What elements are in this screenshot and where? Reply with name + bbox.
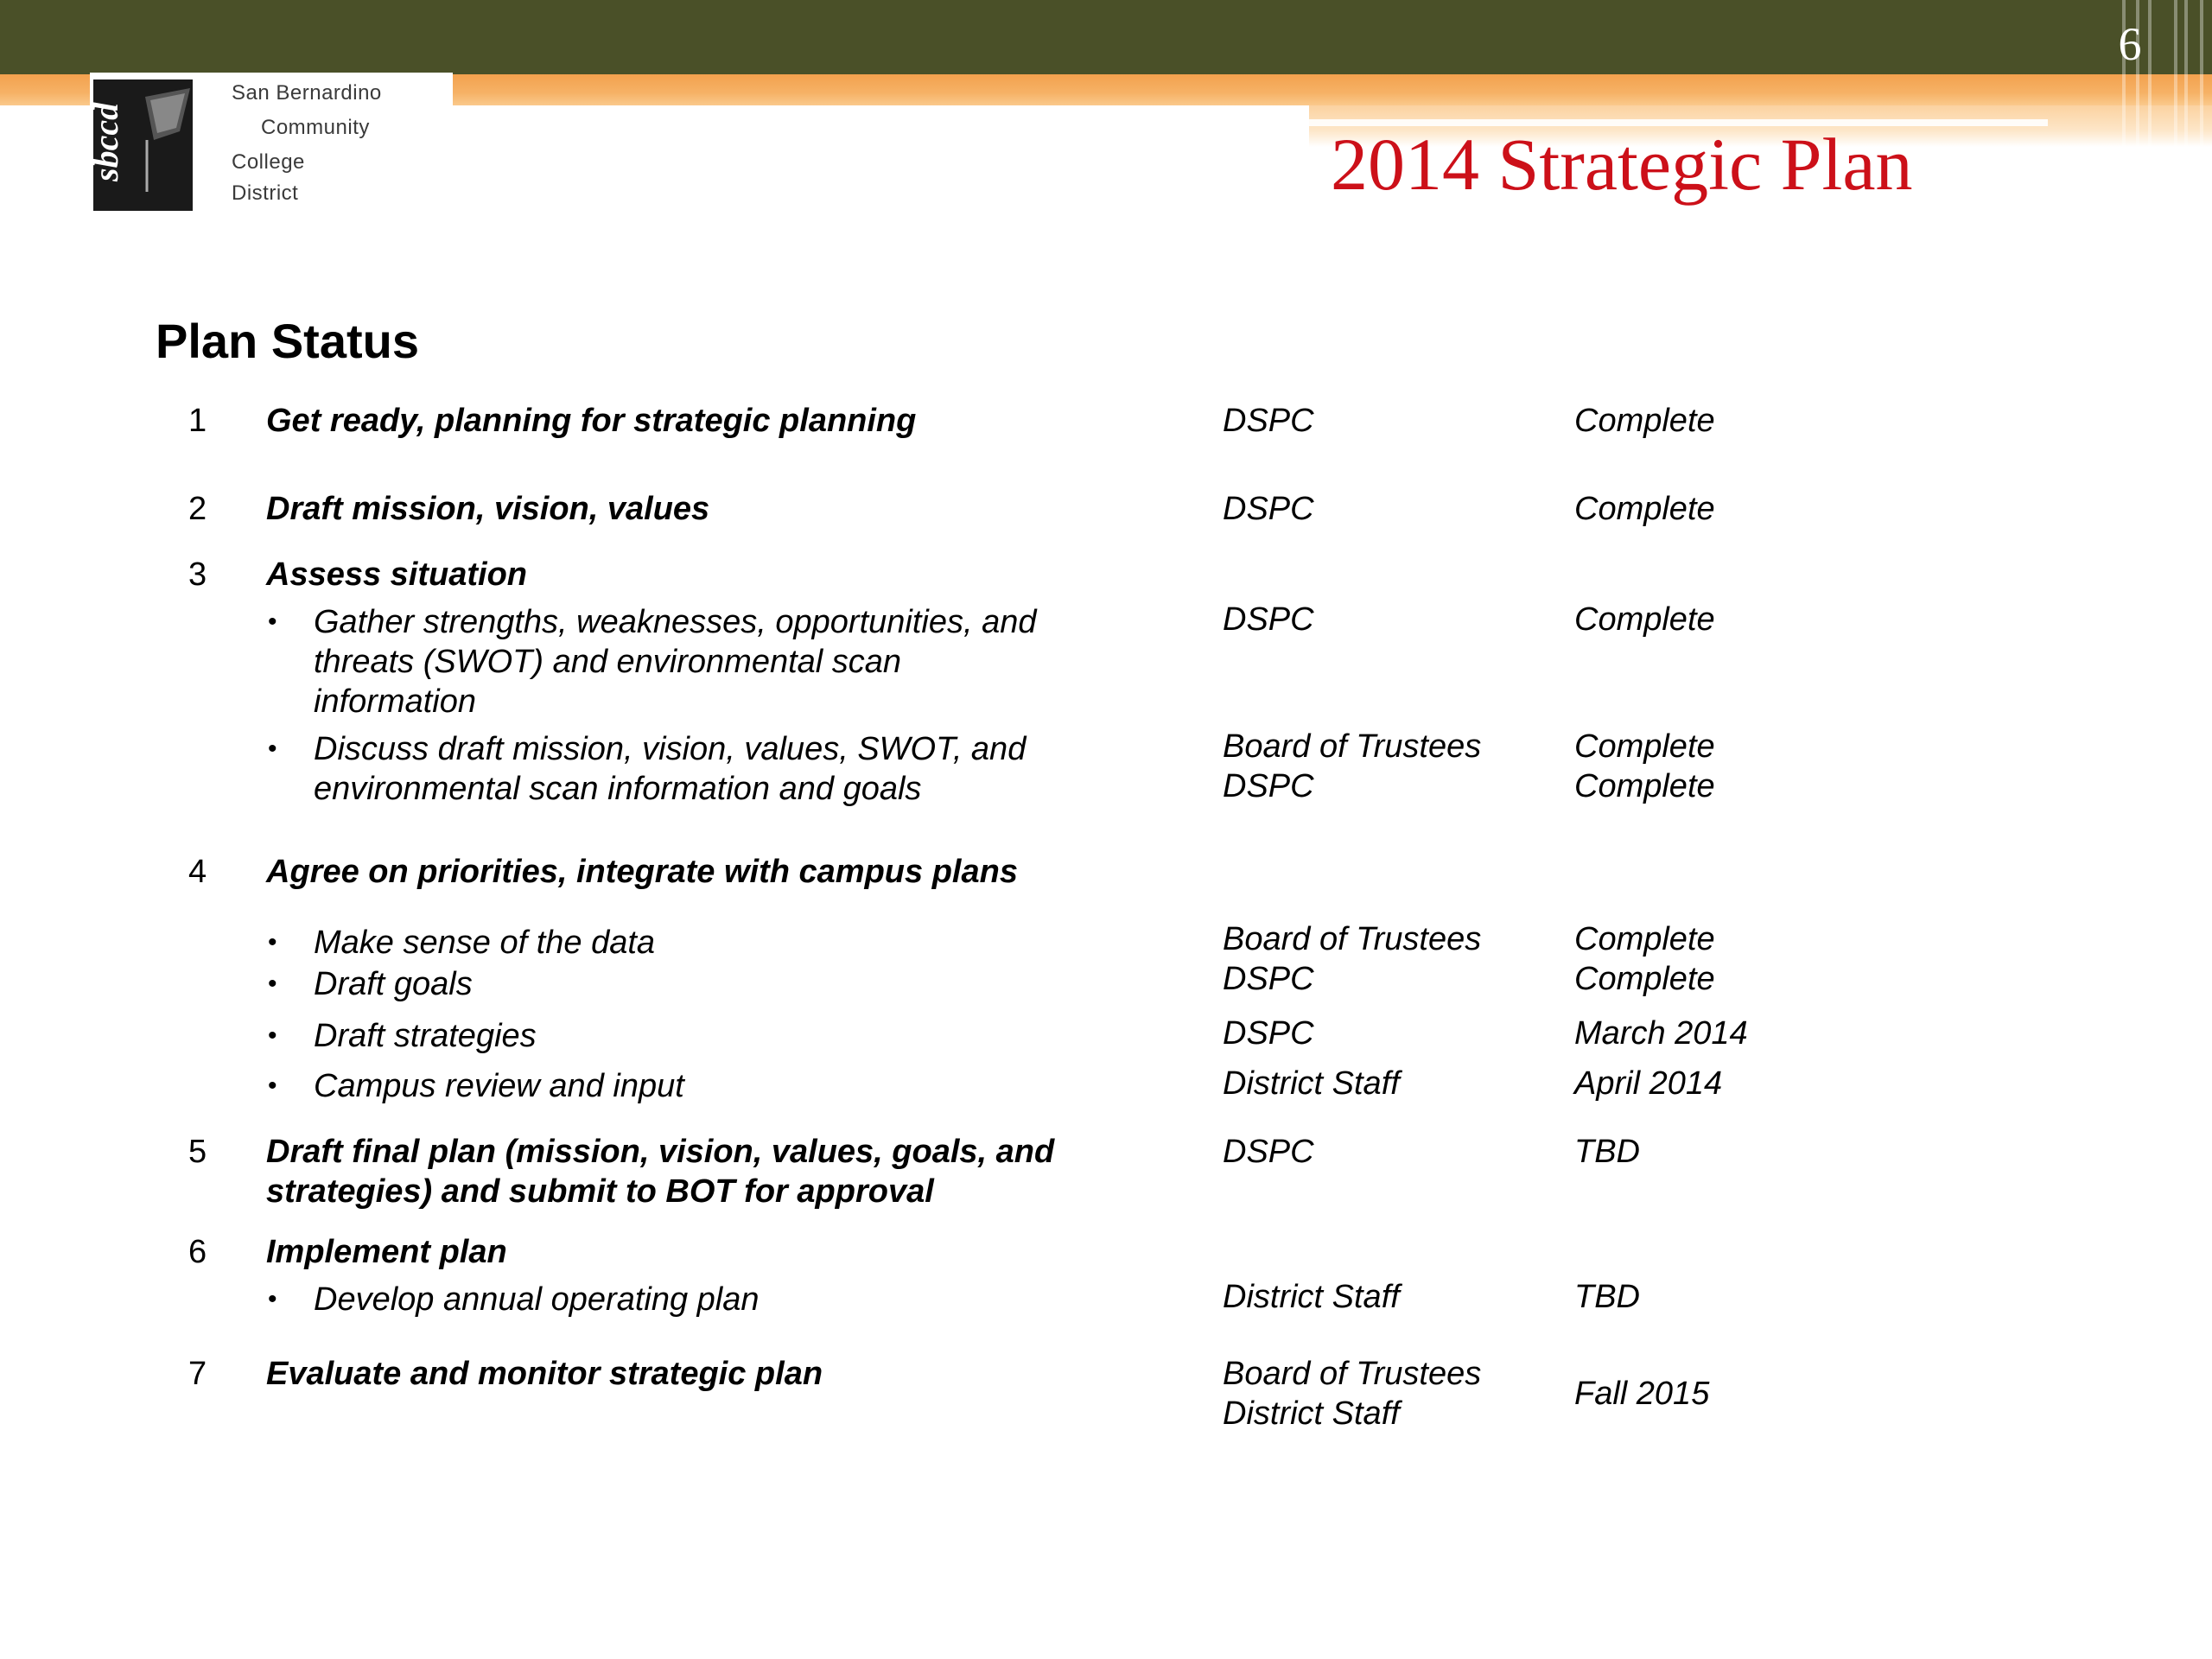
step-title: Assess situation (266, 556, 527, 593)
header-band (0, 0, 2212, 74)
substep-text: Develop annual operating plan (314, 1281, 760, 1318)
substep-text: Make sense of the data (314, 925, 656, 961)
substep-text: information (314, 683, 476, 720)
substep-owner: DSPC (1223, 961, 1314, 997)
substep-text: threats (SWOT) and environmental scan (314, 644, 902, 680)
step-status: Complete (1574, 491, 1715, 527)
logo-line-3: College (232, 150, 305, 174)
step-owner: DSPC (1223, 1134, 1314, 1170)
step-title: strategies) and submit to BOT for approval (266, 1173, 934, 1210)
substep-owner: Board of Trustees (1223, 921, 1482, 957)
logo-line-4: District (232, 181, 299, 205)
section-heading: Plan Status (156, 314, 419, 368)
substep-status: Complete (1574, 921, 1715, 957)
logo-mark-text: sbccd (86, 102, 125, 181)
substep-owner: District Staff (1223, 1279, 1400, 1315)
step-owner: Board of Trustees (1223, 1356, 1482, 1392)
step-number: 4 (188, 854, 207, 890)
logo-line-1: San Bernardino (232, 81, 382, 105)
bullet: • (268, 734, 277, 763)
substep-text: Campus review and input (314, 1068, 684, 1104)
logo-wordmark (232, 76, 456, 211)
step-number: 3 (188, 556, 207, 593)
substep-text: Gather strengths, weaknesses, opportunities, and (314, 604, 1037, 640)
step-status: TBD (1574, 1134, 1640, 1170)
bullet: • (268, 1021, 277, 1050)
substep-status: Complete (1574, 728, 1715, 765)
logo-line-2: Community (261, 116, 370, 139)
slide-title: 2014 Strategic Plan (1331, 123, 1913, 206)
substep-status: TBD (1574, 1279, 1640, 1315)
substep-status: Complete (1574, 768, 1715, 804)
bullet: • (268, 928, 277, 957)
step-owner: District Staff (1223, 1395, 1400, 1432)
step-title: Agree on priorities, integrate with campus plans (266, 854, 1018, 890)
step-title: Get ready, planning for strategic planning (266, 403, 917, 439)
substep-text: Discuss draft mission, vision, values, SWOT, and (314, 731, 1027, 767)
step-title: Implement plan (266, 1234, 507, 1270)
substep-text: environmental scan information and goals (314, 771, 922, 807)
step-number: 2 (188, 491, 207, 527)
step-number: 1 (188, 403, 207, 439)
step-status: Fall 2015 (1574, 1376, 1710, 1412)
step-number: 6 (188, 1234, 207, 1270)
substep-owner: District Staff (1223, 1065, 1400, 1102)
bullet: • (268, 1285, 277, 1313)
substep-status: March 2014 (1574, 1015, 1748, 1052)
bullet: • (268, 607, 277, 636)
bullet: • (268, 969, 277, 998)
substep-status: April 2014 (1574, 1065, 1723, 1102)
substep-owner: DSPC (1223, 1015, 1314, 1052)
bullet: • (268, 1071, 277, 1100)
substep-owner: DSPC (1223, 601, 1314, 638)
step-status: Complete (1574, 403, 1715, 439)
step-number: 5 (188, 1134, 207, 1170)
substep-owner: DSPC (1223, 768, 1314, 804)
substep-text: Draft strategies (314, 1018, 537, 1054)
substep-status: Complete (1574, 601, 1715, 638)
substep-owner: Board of Trustees (1223, 728, 1482, 765)
step-owner: DSPC (1223, 403, 1314, 439)
substep-text: Draft goals (314, 966, 473, 1002)
step-title: Draft final plan (mission, vision, values, goals, and (266, 1134, 1055, 1170)
step-title: Draft mission, vision, values (266, 491, 710, 527)
step-owner: DSPC (1223, 491, 1314, 527)
slide-number: 6 (2118, 18, 2142, 70)
sbccd-logo-mark (86, 79, 193, 211)
step-title: Evaluate and monitor strategic plan (266, 1356, 823, 1392)
substep-status: Complete (1574, 961, 1715, 997)
step-number: 7 (188, 1356, 207, 1392)
